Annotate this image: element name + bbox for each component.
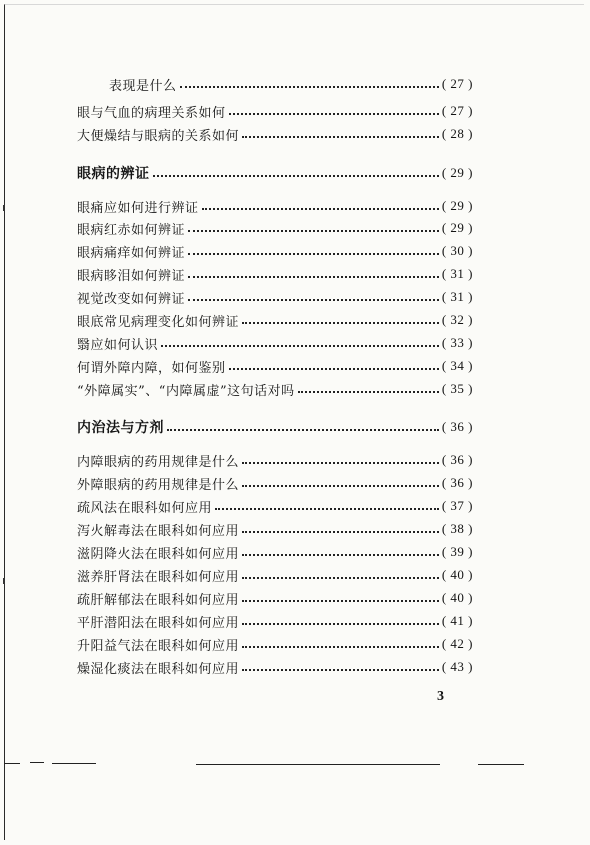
scan-mark — [478, 764, 524, 765]
toc-entry-title: 表现是什么 — [109, 78, 177, 94]
toc-entry-title: 疏风法在眼科如何应用 — [77, 500, 213, 516]
toc-entry-title: 平肝潜阳法在眼科如何应用 — [77, 615, 240, 631]
toc-entry-title: 内治法与方剂 — [77, 420, 164, 436]
scan-mark — [3, 578, 5, 584]
toc-entry-page: ( 29 ) — [441, 220, 473, 235]
leader-dots — [188, 256, 439, 278]
toc-entry-page: ( 28 ) — [441, 126, 473, 141]
toc-entry-title: 滋养肝肾法在眼科如何应用 — [77, 569, 240, 585]
toc-entry-title: 滋阴降火法在眼科如何应用 — [77, 546, 240, 562]
toc-entry-title: 视觉改变如何辨证 — [77, 291, 186, 307]
leader-dots — [188, 210, 439, 232]
toc-entry-title: 眼底常见病理变化如何辨证 — [77, 314, 240, 330]
leader-dots — [242, 442, 439, 464]
toc-entry-title: 眼病红赤如何辨证 — [77, 222, 186, 238]
leader-dots — [242, 302, 439, 324]
leader-dots — [242, 465, 439, 487]
toc-entry-page: ( 40 ) — [441, 590, 473, 605]
leader-dots — [242, 534, 439, 556]
toc-entry-page: ( 41 ) — [441, 613, 473, 628]
leader-dots — [229, 93, 439, 115]
toc-entry-page: ( 39 ) — [441, 544, 473, 559]
toc-entry-page: ( 36 ) — [441, 419, 473, 434]
leader-dots — [215, 488, 439, 510]
scan-mark — [30, 762, 44, 763]
leader-dots — [161, 325, 439, 347]
leader-dots — [242, 116, 439, 138]
toc-entry-page: ( 27 ) — [441, 76, 473, 91]
toc-entry-page: ( 42 ) — [441, 636, 473, 651]
toc-entry-page: ( 31 ) — [441, 289, 473, 304]
leader-dots — [242, 580, 439, 602]
toc-entry-page: ( 40 ) — [441, 567, 473, 582]
toc-section-heading — [77, 417, 473, 437]
toc-entry-title: 泻火解毒法在眼科如何应用 — [77, 523, 240, 539]
leader-dots — [153, 155, 439, 177]
toc-entry-title: “外障属实”、“内障属虚”这句话对吗 — [77, 383, 295, 399]
toc-entry — [77, 124, 473, 144]
toc-entry-page: ( 43 ) — [441, 659, 473, 674]
leader-dots — [242, 557, 439, 579]
leader-dots — [188, 279, 439, 301]
leader-dots — [242, 626, 439, 648]
toc-entry-page: ( 37 ) — [441, 498, 473, 513]
leader-dots — [298, 371, 439, 393]
toc-entry-title: 翳应如何认识 — [77, 337, 159, 353]
toc-entry-title: 眼病的辨证 — [77, 166, 150, 182]
leader-dots — [202, 188, 439, 210]
toc-entry-page: ( 36 ) — [441, 452, 473, 467]
toc-entry-title: 眼痛应如何进行辨证 — [77, 200, 199, 216]
toc-entry-page: ( 29 ) — [441, 198, 473, 213]
toc-entry-title: 升阳益气法在眼科如何应用 — [77, 638, 240, 654]
toc-entry-title: 大便燥结与眼病的关系如何 — [77, 128, 240, 144]
toc-entry-title: 眼与气血的病理关系如何 — [77, 105, 226, 121]
toc-entry-page: ( 30 ) — [441, 243, 473, 258]
toc-entry-title: 眼病眵泪如何辨证 — [77, 268, 186, 284]
toc-entry-title: 疏肝解郁法在眼科如何应用 — [77, 592, 240, 608]
scan-mark — [3, 205, 5, 211]
leader-dots — [180, 66, 439, 88]
toc-entry-page: ( 29 ) — [441, 165, 473, 180]
toc-entry-page: ( 31 ) — [441, 266, 473, 281]
toc-entry-title: 外障眼病的药用规律是什么 — [77, 477, 240, 493]
page-number: 3 — [437, 689, 444, 704]
toc-section-heading — [77, 163, 473, 183]
leader-dots — [242, 649, 439, 671]
toc-entry — [77, 657, 473, 677]
scan-mark — [196, 764, 440, 765]
leader-dots — [242, 511, 439, 533]
leader-dots — [167, 409, 439, 431]
toc-entry-title: 何谓外障内障，如何鉴别 — [77, 360, 226, 376]
toc-entry-title: 燥湿化痰法在眼科如何应用 — [77, 661, 240, 677]
toc-entry — [77, 379, 473, 399]
toc-entry-title: 眼病痛痒如何辨证 — [77, 245, 186, 261]
toc-entry-page: ( 36 ) — [441, 475, 473, 490]
scan-mark — [4, 763, 20, 764]
toc-entry-page: ( 34 ) — [441, 358, 473, 373]
toc-entry-page: ( 27 ) — [441, 103, 473, 118]
toc-entry-page: ( 33 ) — [441, 335, 473, 350]
leader-dots — [242, 603, 439, 625]
leader-dots — [188, 233, 439, 255]
toc-entry — [109, 74, 473, 94]
leader-dots — [229, 348, 439, 370]
toc-entry-page: ( 35 ) — [441, 381, 473, 396]
toc-entry-page: ( 38 ) — [441, 521, 473, 536]
toc-entry-title: 内障眼病的药用规律是什么 — [77, 454, 240, 470]
scan-mark — [52, 763, 96, 764]
toc-entry-page: ( 32 ) — [441, 312, 473, 327]
